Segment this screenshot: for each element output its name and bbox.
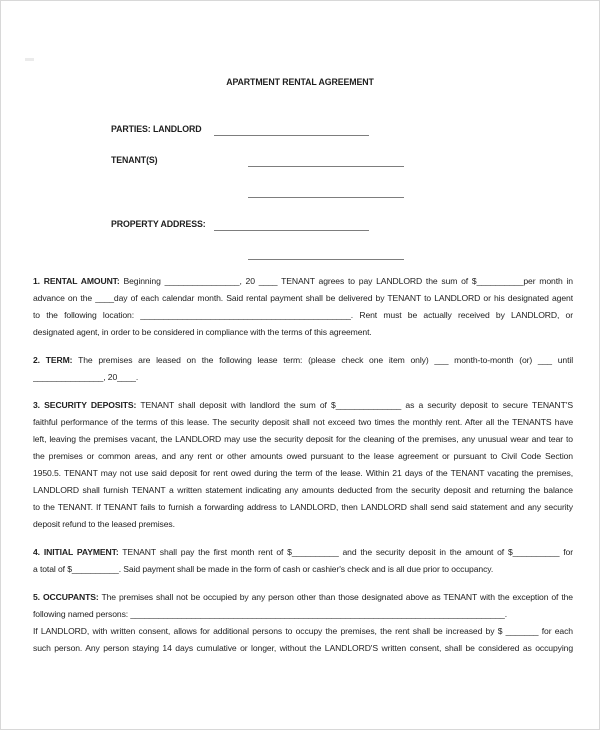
text-line (33, 448, 573, 465)
text-run: such person. Any person staying 14 days cumulative or longer, without the LANDLORD'S written consent, shall be considered as occupying (33, 643, 573, 653)
text-run: TENANT shall pay the first month rent of $__________ and the security deposit in the amount of $__________ for (118, 547, 573, 557)
text-run: the premises or common areas, and any rent or other amounts owed pursuant to the lease agreement or pursuant to Civil Code Section (33, 451, 573, 461)
text-run: _______________, 20____. (33, 372, 139, 382)
text-run: advance on the ____day of each calendar month. Said rental payment shall be delivered by TENANT to LANDLORD or his designated agent (33, 293, 573, 303)
scan-artifact (25, 58, 34, 61)
text-run: The premises are leased on the following lease term: (please check one item only) ___ month-to-month (or) ___ until (72, 355, 573, 365)
section-label: 3. SECURITY DEPOSITS: (33, 400, 137, 410)
text-run: a total of $__________. Said payment shall be made in the form of cash or cashier's check and is all due prior to occupancy. (33, 564, 494, 574)
tenant-name-field-2[interactable] (248, 197, 404, 198)
text-run: deposit refund to the leased premises. (33, 519, 175, 529)
section-label: 1. RENTAL AMOUNT: (33, 276, 120, 286)
text-line (33, 369, 573, 386)
text-run: Beginning ________________, 20 ____ TENANT agrees to pay LANDLORD the sum of $__________per month in (119, 276, 573, 286)
property-address-label: PROPERTY ADDRESS: (111, 219, 206, 229)
text-line (33, 544, 573, 561)
section-security-deposits (33, 397, 573, 533)
landlord-name-field[interactable] (214, 135, 369, 136)
text-line (33, 290, 573, 307)
tenant-name-field-1[interactable] (248, 166, 404, 167)
text-line (33, 273, 573, 290)
text-line (33, 414, 573, 431)
text-run: to the TENANT. If TENANT fails to furnish a forwarding address to LANDLORD, then LANDLORD shall send said statement and any security (33, 502, 573, 512)
document-title: APARTMENT RENTAL AGREEMENT (226, 77, 374, 87)
section-label: 2. TERM: (33, 355, 73, 365)
text-run: left, leaving the premises vacant, the LANDLORD may use the security deposit for the cleaning of the premises, any unusual wear and tear to (33, 434, 573, 444)
text-run: If LANDLORD, with written consent, allows for additional persons to occupy the premises, the rent shall be increased by $ _______ for each (33, 626, 573, 636)
text-run: faithful performance of the terms of this lease. The security deposit shall not exceed two times the monthly rent. After all the TENANTS have (33, 417, 573, 427)
section-term (33, 352, 573, 386)
text-line (33, 324, 573, 341)
text-line (33, 561, 573, 578)
text-line (33, 640, 573, 657)
text-line (33, 482, 573, 499)
agreement-body (33, 273, 573, 668)
parties-landlord-label: PARTIES: LANDLORD (111, 124, 202, 134)
text-line (33, 307, 573, 324)
text-line (33, 623, 573, 640)
property-address-field-1[interactable] (214, 230, 369, 231)
text-run: LANDLORD shall furnish TENANT a written statement indicating any amounts deducted from the security deposit and returning the balance (33, 485, 573, 495)
text-line (33, 516, 573, 533)
text-line (33, 589, 573, 606)
section-occupants (33, 589, 573, 657)
section-rental-amount (33, 273, 573, 341)
text-line (33, 431, 573, 448)
text-run: The premises shall not be occupied by any person other than those designated above as TENANT with the exception of the (98, 592, 573, 602)
text-line (33, 352, 573, 369)
property-address-field-2[interactable] (248, 259, 404, 260)
text-run: following named persons: ________________________________________________________________________________. (33, 609, 507, 619)
tenant-label: TENANT(S) (111, 155, 158, 165)
section-initial-payment (33, 544, 573, 578)
text-run: TENANT shall deposit with landlord the sum of $______________ as a security deposit to secure TENANT'S (136, 400, 573, 410)
section-label: 4. INITIAL PAYMENT: (33, 547, 119, 557)
text-run: to the following location: _____________________________________________. Rent must be actually received by LANDLORD, or (33, 310, 573, 320)
text-run: 1950.5. TENANT may not use said deposit for rent owed during the term of the lease. Within 21 days of the TENANT vacating the premises, (33, 468, 573, 478)
text-line (33, 397, 573, 414)
text-line (33, 606, 573, 623)
text-line (33, 499, 573, 516)
section-label: 5. OCCUPANTS: (33, 592, 99, 602)
text-line (33, 465, 573, 482)
text-run: designated agent, in order to be considered in compliance with the terms of this agreement. (33, 327, 372, 337)
